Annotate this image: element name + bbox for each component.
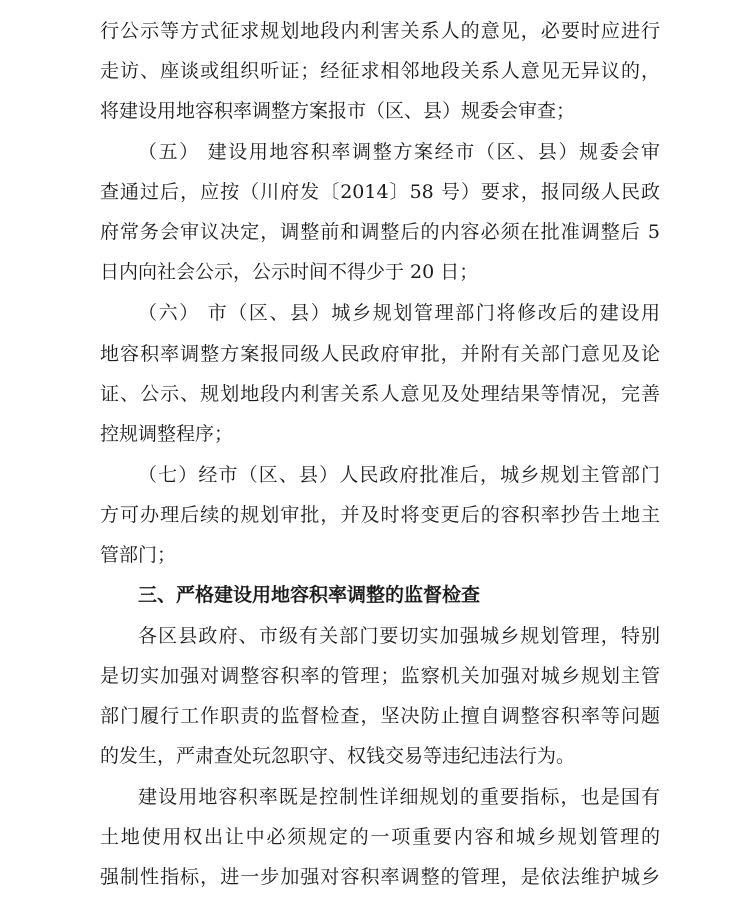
- text-line: （六） 市（区、县）城乡规划管理部门将修改后的建设用: [138, 302, 660, 324]
- text-line: 土地使用权出让中必须规定的一项重要内容和城乡规划管理的: [100, 826, 660, 848]
- text-line: （七）经市（区、县）人民政府批准后，城乡规划主管部门: [138, 464, 660, 486]
- text-line: 查通过后，应按（川府发〔2014〕58 号）要求，报同级人民政: [100, 181, 660, 203]
- text-line: 府常务会审议决定，调整前和调整后的内容必须在批准调整后 5: [100, 221, 660, 243]
- text-line: 部门履行工作职责的监督检查，坚决防止擅自调整容积率等问题: [100, 705, 660, 727]
- text-line: 建设用地容积率既是控制性详细规划的重要指标，也是国有: [138, 786, 660, 808]
- section-heading: 三、严格建设用地容积率调整的监督检查: [138, 584, 481, 606]
- text-line: 是切实加强对调整容积率的管理；监察机关加强对城乡规划主管: [100, 665, 660, 687]
- text-line: 日内向社会公示，公示时间不得少于 20 日；: [100, 261, 479, 283]
- text-line: 地容积率调整方案报同级人民政府审批，并附有关部门意见及论: [100, 343, 660, 365]
- text-line: 方可办理后续的规划审批，并及时将变更后的容积率抄告土地主: [100, 504, 660, 526]
- text-line: 将建设用地容积率调整方案报市（区、县）规委会审查；: [100, 100, 576, 122]
- text-line: （五） 建设用地容积率调整方案经市（区、县）规委会审: [138, 141, 660, 163]
- text-line: 各区县政府、市级有关部门要切实加强城乡规划管理，特别: [138, 625, 660, 647]
- text-line: 管部门；: [100, 544, 177, 566]
- text-line: 走访、座谈或组织听证；经征求相邻地段关系人意见无异议的，: [100, 60, 660, 82]
- text-line: 行公示等方式征求规划地段内利害关系人的意见，必要时应进行: [100, 20, 660, 42]
- text-line: 的发生，严肃查处玩忽职守、权钱交易等违纪违法行为。: [100, 745, 576, 767]
- text-line: 控规调整程序；: [100, 423, 234, 445]
- text-line: 证、公示、规划地段内利害关系人意见及处理结果等情况，完善: [100, 383, 660, 405]
- text-line: 强制性指标，进一步加强对容积率调整的管理，是依法维护城乡: [100, 866, 660, 888]
